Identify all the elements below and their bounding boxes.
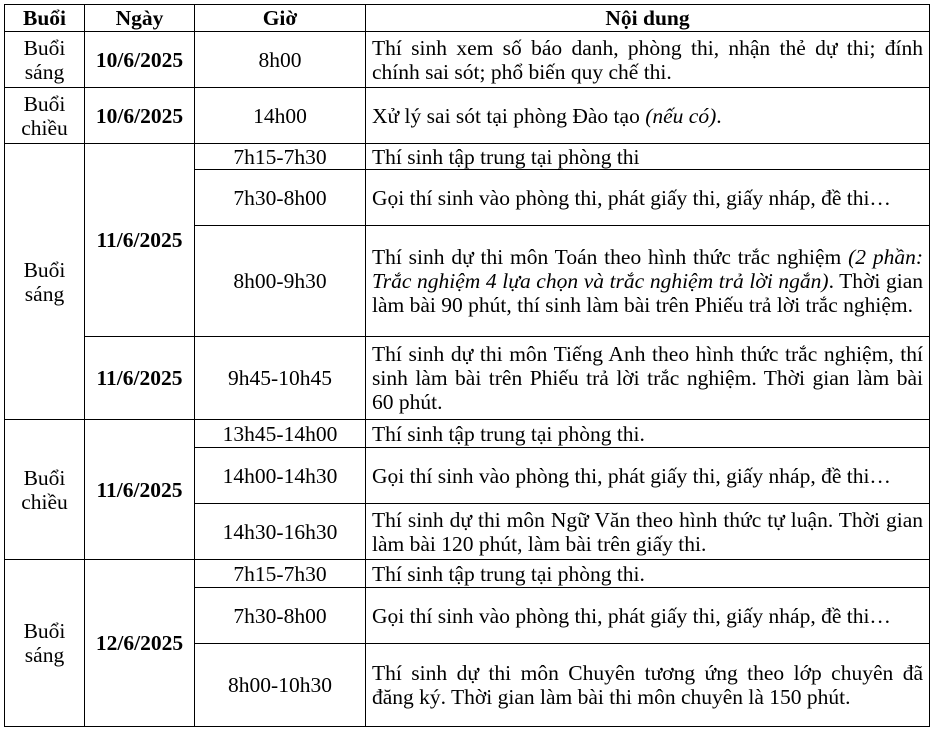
session-cell: Buổi chiều	[5, 420, 85, 560]
content-text: Xử lý sai sót tại phòng Đào tạo	[372, 103, 640, 128]
date-cell: 11/6/2025	[85, 420, 195, 560]
header-time: Giờ	[195, 5, 366, 32]
time-cell: 14h00-14h30	[195, 448, 366, 504]
content-cell: Gọi thí sinh vào phòng thi, phát giấy thi, giấy nháp, đề thi…	[366, 170, 930, 226]
date-cell: 11/6/2025	[85, 144, 195, 337]
content-note: (2 phần: Trắc nghiệm 4 lựa chọn và trắc nghiệm trả lời ngắn)	[372, 245, 923, 293]
header-date: Ngày	[85, 5, 195, 32]
content-cell: Thí sinh dự thi môn Ngữ Văn theo hình thức tự luận. Thời gian làm bài 120 phút, làm bài trên giấy thi.	[366, 504, 930, 560]
header-row	[5, 5, 930, 32]
session-cell: Buổi sáng	[5, 560, 85, 727]
time-cell: 13h45-14h00	[195, 420, 366, 448]
content-text-end: .	[716, 103, 722, 128]
table-row	[5, 420, 930, 448]
time-cell: 8h00-9h30	[195, 226, 366, 337]
time-cell: 14h30-16h30	[195, 504, 366, 560]
header-session: Buổi	[5, 5, 85, 32]
exam-schedule-table	[4, 4, 930, 727]
content-text-end: . Thời gian làm bài 90 phút, thí sinh làm bài trên Phiếu trả lời trắc nghiệm.	[372, 269, 923, 317]
time-cell: 7h30-8h00	[195, 588, 366, 644]
time-cell: 8h00	[195, 32, 366, 88]
session-cell: Buổi chiều	[5, 88, 85, 144]
content-cell: Thí sinh tập trung tại phòng thi.	[366, 420, 930, 448]
content-cell: Thí sinh xem số báo danh, phòng thi, nhận thẻ dự thi; đính chính sai sót; phổ biến quy chế thi.	[366, 32, 930, 88]
table-row	[5, 560, 930, 588]
content-cell: Gọi thí sinh vào phòng thi, phát giấy thi, giấy nháp, đề thi…	[366, 588, 930, 644]
date-cell: 12/6/2025	[85, 560, 195, 727]
header-content: Nội dung	[366, 5, 930, 32]
date-cell: 10/6/2025	[85, 88, 195, 144]
content-cell: Thí sinh tập trung tại phòng thi.	[366, 560, 930, 588]
date-cell: 10/6/2025	[85, 32, 195, 88]
time-cell: 8h00-10h30	[195, 644, 366, 727]
content-cell: Thí sinh tập trung tại phòng thi	[366, 144, 930, 170]
table-row	[5, 144, 930, 170]
time-cell: 7h15-7h30	[195, 144, 366, 170]
content-cell: Thí sinh dự thi môn Chuyên tương ứng theo lớp chuyên đã đăng ký. Thời gian làm bài thi môn chuyên là 150 phút.	[366, 644, 930, 727]
session-cell: Buổi sáng	[5, 32, 85, 88]
content-cell	[366, 226, 930, 337]
content-cell	[366, 88, 930, 144]
content-text: Thí sinh dự thi môn Toán theo hình thức trắc nghiệm	[372, 245, 842, 269]
session-cell: Buổi sáng	[5, 144, 85, 420]
time-cell: 7h15-7h30	[195, 560, 366, 588]
content-note: (nếu có)	[645, 103, 717, 128]
time-cell: 7h30-8h00	[195, 170, 366, 226]
table-row	[5, 32, 930, 88]
table-row	[5, 337, 930, 420]
content-cell: Gọi thí sinh vào phòng thi, phát giấy thi, giấy nháp, đề thi…	[366, 448, 930, 504]
time-cell: 14h00	[195, 88, 366, 144]
table-row	[5, 88, 930, 144]
date-cell: 11/6/2025	[85, 337, 195, 420]
time-cell: 9h45-10h45	[195, 337, 366, 420]
content-cell: Thí sinh dự thi môn Tiếng Anh theo hình thức trắc nghiệm, thí sinh làm bài trên Phiếu trả lời trắc nghiệm. Thời gian làm bài 60 phút.	[366, 337, 930, 420]
